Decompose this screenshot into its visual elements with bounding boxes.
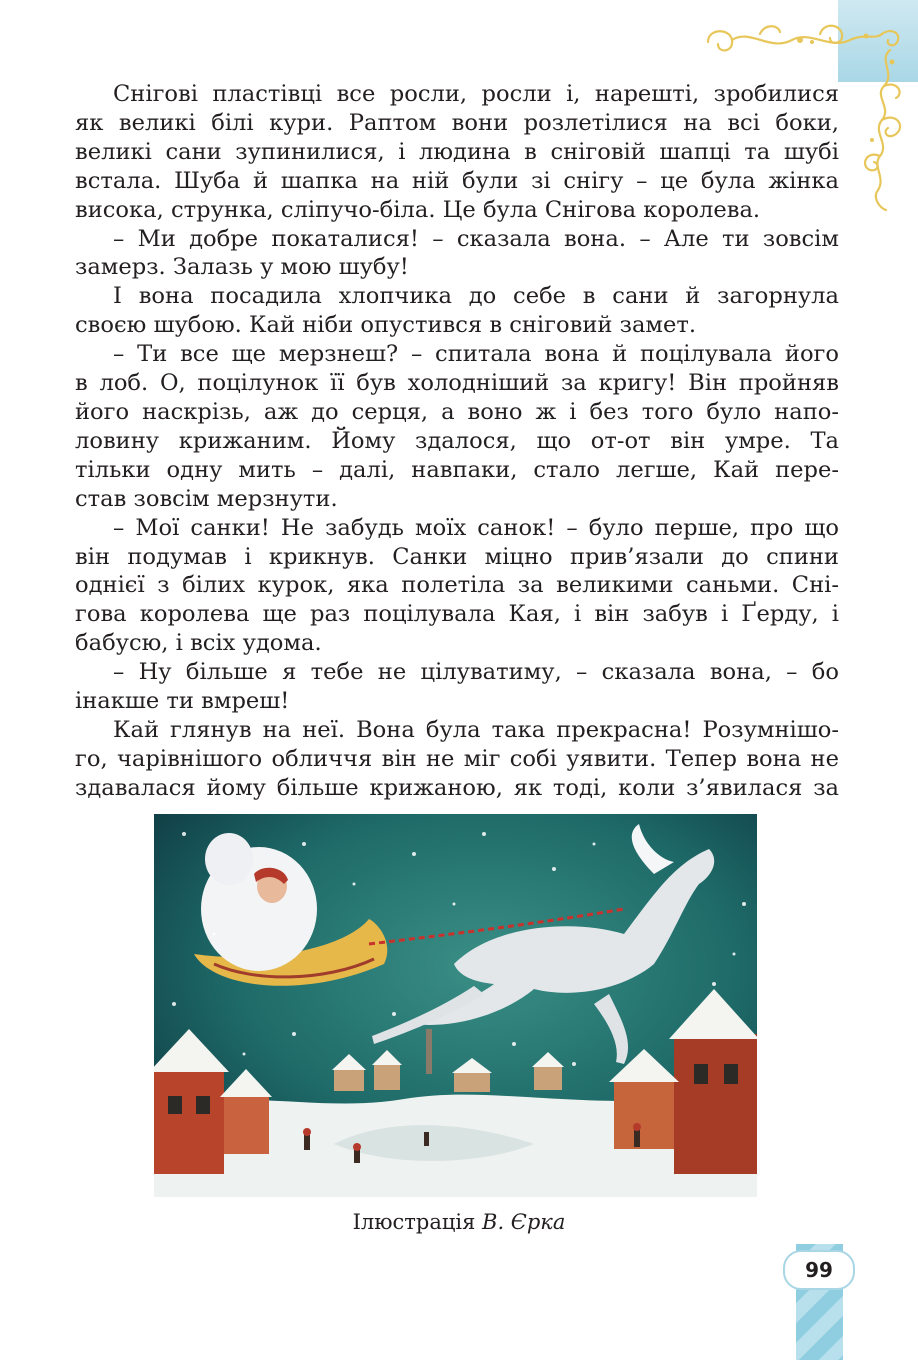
text-line: однієї з білих курок, яка полетіла за великими саньми. Сні- xyxy=(75,572,839,599)
text-line: висока, струнка, сліпучо-біла. Це була Снігова королева. xyxy=(75,196,761,223)
text-line: його наскрізь, аж до серця, а воно ж і без того було напо- xyxy=(75,398,839,425)
text-line: він подумав і крикнув. Санки міцно прив’язали до спини xyxy=(75,543,839,570)
text-line: інакше ти вмреш! xyxy=(75,688,290,715)
text-line: І вона посадила хлопчика до себе в сани й загорнула xyxy=(113,283,839,310)
text-line: встала. Шуба й шапка на ній були зі снігу – це була жінка xyxy=(75,167,839,194)
text-line: бабусю, і всіх удома. xyxy=(75,630,322,657)
text-line: як великі білі кури. Раптом вони розлетілися на всі боки, xyxy=(75,109,839,136)
caption-prefix: Ілюстрація xyxy=(352,1210,483,1234)
illustration-caption xyxy=(0,1210,918,1234)
illustration-snow-queen-sleigh xyxy=(154,814,757,1197)
caption-author: В. Єрка xyxy=(482,1210,566,1234)
text-line: – Ти все ще мерзнеш? – спитала вона й поцілувала його xyxy=(113,341,839,368)
text-line: ловину крижаним. Йому здалося, що от-от він умре. Та xyxy=(75,427,839,454)
text-line: своєю шубою. Кай ніби опустився в сніговий замет. xyxy=(75,312,697,339)
text-line: замерз. Залазь у мою шубу! xyxy=(75,254,409,281)
text-line: гова королева ще раз поцілувала Кая, і він забув і Ґерду, і xyxy=(75,601,839,628)
page-number: 99 xyxy=(783,1250,855,1290)
text-line: – Мої санки! Не забудь моїх санок! – було перше, про що xyxy=(113,514,839,541)
text-line: в лоб. О, поцілунок її був холодніший за кригу! Він пройняв xyxy=(75,370,839,397)
text-line: великі сани зупинилися, і людина в сніговій шапці та шубі xyxy=(75,138,839,165)
text-line: Снігові пластівці все росли, росли і, нарешті, зробилися xyxy=(113,81,839,107)
text-line: – Ну більше я тебе не цілуватиму, – сказала вона, – бо xyxy=(113,659,839,686)
text-line: го, чарівнішого обличчя він не міг собі уявити. Тепер вона не xyxy=(75,745,839,772)
story-text xyxy=(75,80,839,803)
text-line: – Ми добре покаталися! – сказала вона. – Але ти зовсім xyxy=(113,225,839,252)
text-line: став зовсім мерзнути. xyxy=(75,485,338,512)
text-line: здавалася йому більше крижаною, як тоді, коли з’явилася за xyxy=(75,774,839,801)
text-line: тільки одну мить – далі, навпаки, стало легше, Кай пере- xyxy=(75,456,839,483)
text-line: Кай глянув на неї. Вона була така прекрасна! Розумнішо- xyxy=(113,716,839,743)
